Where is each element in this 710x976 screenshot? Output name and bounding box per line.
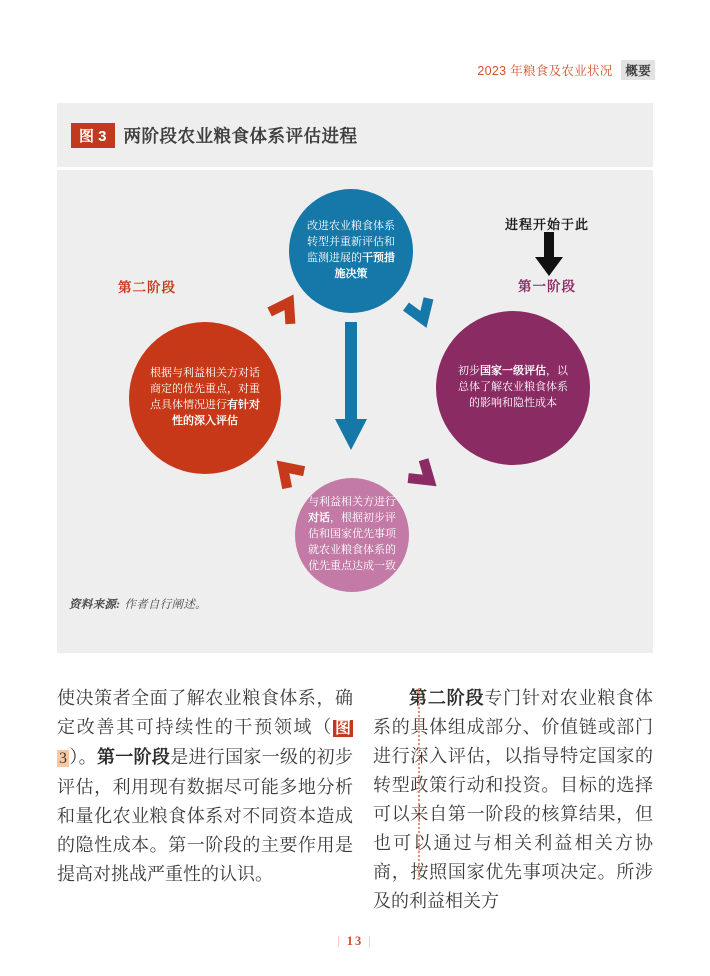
figure-titlebar bbox=[57, 103, 653, 170]
figure-ref-box[interactable]: 图 bbox=[334, 720, 351, 737]
cycle-chevron-right-to-bottom-icon bbox=[395, 447, 449, 501]
source-label: 资料来源: bbox=[69, 599, 121, 611]
figure-panel bbox=[57, 103, 653, 653]
page-number-bar-right: | bbox=[368, 934, 373, 948]
figure-ref-number[interactable]: 3 bbox=[59, 750, 67, 767]
doc-title-suffix: 概要 bbox=[621, 60, 655, 80]
body-column-left bbox=[57, 684, 353, 916]
circle-stakeholder-dialogue bbox=[295, 478, 409, 592]
paragraph-stage1: 使决策者全面了解农业粮食体系，确定改善其可持续性的干预领域（ 图3 ）。第一阶段是进行国家一级的初步评估，利用现有数据尽可能多地分析和量化农业粮食体系对不同资本造成的隐性成本。第一阶段的主要作用是提高对挑战严重性的认识。 bbox=[57, 688, 353, 884]
circle-bottom-text: 与利益相关方进行对话，根据初步评估和国家优先事项就农业粮食体系的优先重点达成一致 bbox=[308, 496, 396, 572]
figure-number-chip: 图 3 bbox=[71, 123, 115, 148]
page-number-bar-left: | bbox=[337, 934, 342, 948]
cycle-chevron-bottom-to-left-icon bbox=[263, 447, 317, 501]
figure-source bbox=[69, 596, 207, 612]
start-down-arrow-icon bbox=[535, 232, 563, 278]
cycle-chevron-left-to-top-icon bbox=[258, 285, 310, 337]
doc-title: 2023 年粮食及农业状况 bbox=[477, 64, 613, 78]
figure-title: 两阶段农业粮食体系评估进程 bbox=[123, 125, 358, 146]
stage2-label: 第二阶段 bbox=[118, 280, 176, 295]
circle-left-text: 根据与利益相关方对话商定的优先重点，对重点具体情况进行有针对性的深入评估 bbox=[150, 367, 260, 427]
column-divider bbox=[418, 688, 420, 880]
assessment-cycle-diagram bbox=[57, 170, 653, 650]
cycle-chevron-top-to-right-icon bbox=[396, 286, 445, 335]
circle-decision-interventions bbox=[289, 189, 413, 313]
stage1-label: 第一阶段 bbox=[518, 279, 576, 294]
process-start-label: 进程开始于此 bbox=[505, 217, 590, 232]
body-text bbox=[57, 684, 653, 916]
page-header bbox=[477, 60, 655, 80]
paragraph-stage2: 第二阶段专门针对农业粮食体系的具体组成部分、价值链或部门进行深入评估，以指导特定国家的转型政策行动和投资。目标的选择可以来自第一阶段的核算结果，但也可以通过与相关利益相关方协商，按照国家优先事项决定。所涉及的利益相关方 bbox=[373, 688, 654, 911]
source-text: 作者自行阐述。 bbox=[124, 599, 207, 611]
circle-right-text: 初步国家一级评估，以总体了解农业粮食体系的影响和隐性成本 bbox=[458, 365, 568, 409]
body-column-right bbox=[373, 684, 653, 916]
page-number bbox=[0, 934, 710, 949]
reassess-down-arrow-icon bbox=[334, 322, 368, 452]
circle-national-assessment bbox=[436, 311, 590, 465]
page-number-value: 13 bbox=[346, 934, 364, 948]
circle-top-text: 改进农业粮食体系转型并重新评估和监测进展的干预措施决策 bbox=[307, 220, 395, 280]
circle-targeted-assessment bbox=[129, 322, 281, 474]
